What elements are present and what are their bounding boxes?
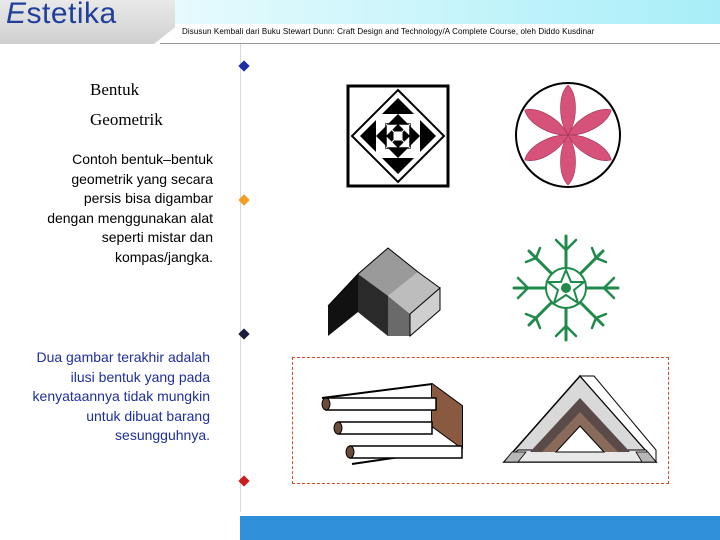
penrose-triangle — [500, 372, 660, 470]
header-bar — [175, 0, 720, 24]
section-heading-line1: Bentuk — [90, 80, 140, 99]
nested-squares-pattern — [346, 84, 450, 188]
source-citation: Disusun Kembali dari Buku Stewart Dunn: Craft Design and Technology/A Complete Course, oleh Diddo Kusdinar — [182, 27, 595, 36]
description-text: Contoh bentuk–bentuk geometrik yang secara persis bisa digambar dengan menggunakan alat seperti mistar dan kompas/jangka. — [47, 151, 213, 265]
header-divider — [160, 43, 720, 44]
vertical-divider — [240, 44, 241, 512]
impossible-zigzag-block — [318, 236, 444, 340]
green-snowflake-pattern — [510, 232, 622, 344]
slide-title — [6, 0, 117, 31]
section-heading-line2: Geometrik — [90, 110, 163, 129]
flower-circle-pattern — [513, 80, 623, 190]
title-initial: E — [6, 0, 27, 30]
title-rest: stetika — [26, 0, 117, 30]
footer-bar — [240, 516, 720, 540]
illusion-note: Dua gambar terakhir adalah ilusi bentuk yang pada kenyataannya tidak mungkin untuk dibuat barang sesungguhnya. — [32, 349, 210, 443]
impossible-fork — [312, 376, 492, 472]
